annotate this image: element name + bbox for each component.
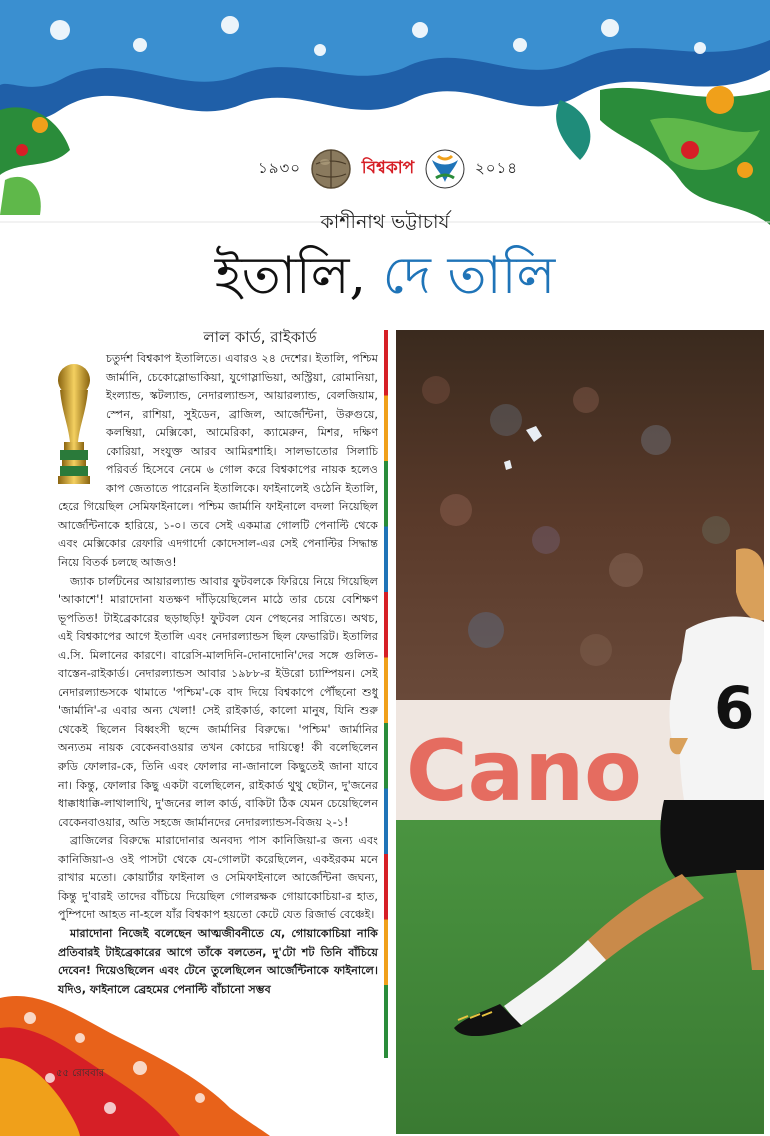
author-byline: কাশীনাথ ভট্টাচার্য <box>320 211 450 233</box>
footballer-photo-graphic <box>396 330 764 1134</box>
headline-part-1: ইতালি, <box>214 246 367 306</box>
article-paragraph-3: ব্রাজিলের বিরুদ্ধে মারাদোনার অনবদ্য পাস কানিজিয়া-র জন্য এবং কানিজিয়া-ও ওই পাসটা থেকে যে-গোলটা করেছিলেন, একইরকম মনে রাখার মতো। কোয়ার্টার ফাইনাল ও সেমিফাইনালে আর্জেন্টিনা জঘন্য, কিন্তু দু'বারই তাদের বাঁচিয়ে দিয়েছিল গোলরক্ষক গোয়াকোচিয়া-র হাত, পুম্পিদো আহত না-হলে যাঁর বিশ্বকাপ হয়তো কেটে যেত রিজার্ভ বেঞ্চেই। <box>58 834 378 922</box>
vintage-ball-icon <box>310 148 352 190</box>
article-paragraph-2: জ্যাক চার্লটনের আয়ারল্যান্ড আবার ফুটবলকে ফিরিয়ে নিয়ে গিয়েছিল 'আকাশে'! মারাদোনা যতক্ষণ দাঁড়িয়েছিলেন মাঠে তার চেয়ে বেশিক্ষণ ভূপতিত! টাইব্রেকারের ছড়াছড়ি! ফুটবল যেন পেছনের সারিতে। অথচ, এই বিশ্বকাপের আগে ইতালি এবং নেদারল্যান্ডস ছিল ফেভারিট। ইতালির এ.সি. মিলানের কারণে। বারেসি-মালদিনি-দোনাদোনি'দের সঙ্গে গুলিত-বাস্তেন-রাইকার্ড। নেদারল্যান্ডস আবার ১৯৮৮-র ইউরো চ্যাম্পিয়ন। সেই নেদারল্যান্ডসকে থামাতে 'পশ্চিম'-কে বাদ দিয়ে বিশ্বকাপে পৌঁছনো শুধু 'জার্মানি'-র এবার অন্য খেলা! সেই রাইকার্ড, কালো মানুষ, যিনি শুরু থেকেই ছিলেন বিধ্বংসী ছন্দে জার্মানির বিরুদ্ধে। 'পশ্চিম' জার্মানির অন্যতম নায়ক বেকেনবাওয়ার তখন কোচের দায়িত্বে! কী বলেছিলেন রুডি ফোলার-কে, তিনি এবং ফোলার না-জানালে কিছুতেই জানা যাবে না। কিন্তু, ফোলার কিছু একটা বলেছিলেন, রাইকার্ড থুথু ছেটান, দু'জনের ধাক্কাধাক্কি-লাথালাথি, দু'জনের লাল কার্ড, বাকিটা ঠিক যেমন চেয়েছিলেন বেকেনবাওয়ার, অতি সহজে জার্মানদের নেদারল্যান্ডস-বিজয় ২-১! <box>58 574 378 829</box>
headline <box>0 246 770 306</box>
series-title: বিশ্বকাপ <box>361 158 415 178</box>
page-number: ৫৫ রোববার <box>56 1068 105 1079</box>
article-paragraph-1: চতুর্দশ বিশ্বকাপ ইতালিতে। এবারও ২৪ দেশের। ইতালি, পশ্চিম জার্মানি, চেকোস্লোভাকিয়া, যুগোস্লাভিয়া, অস্ট্রিয়া, রোমানিয়া, ইংল্যান্ড, স্কটল্যান্ড, নেদারল্যান্ডস, আয়ারল্যান্ড, বেলজিয়াম, স্পেন, রাশিয়া, সুইডেন, ব্রাজিল, আর্জেন্টিনা, উরুগুয়ে, কলম্বিয়া, মেক্সিকো, আমেরিকা, ক্যামেরুন, মিশর, দক্ষিণ কোরিয়া, সংযুক্ত আরব আমিরশাহি। সালভাতোর সিলাচি পরিবর্ত হিসেবে নেমে ৬ গোল করে বিশ্বকাপের নায়ক হলেও কাপ জেতাতে পারেননি ইতালিকে। ফাইনালেই ওঠেনি ইতালি, হেরে গিয়েছিল সেমিফাইনালে। পশ্চিম জার্মানি ফাইনালে বদলা নিয়েছিল আর্জেন্টিনাকে হারিয়ে, ১-০। তবে সেই একমাত্র গোলটি পেনাল্টি থেকে এবং মেক্সিকোর রেফারি এদগার্দো কোদেসাল-এর সেই পেনাল্টির সিদ্ধান্ত নিয়ে বিতর্ক চলছে আজও! <box>58 352 378 570</box>
brazuca-ball-icon <box>424 148 466 190</box>
footer-decoration <box>0 988 270 1136</box>
jersey-number: 6 <box>714 674 755 742</box>
headline-part-2: দে তালি <box>366 246 556 306</box>
world-cup-strip <box>258 146 518 192</box>
color-divider <box>384 330 388 1058</box>
section-title: লাল কার্ড, রাইকার্ড <box>203 328 317 346</box>
year-start: ১৯৩০ <box>258 158 301 177</box>
match-photo <box>396 330 764 1134</box>
floral-footer-graphic <box>0 988 270 1136</box>
world-cup-trophy-icon <box>50 362 98 488</box>
year-end: ২০১৪ <box>475 158 518 177</box>
advertising-board-text: Cano <box>406 722 642 820</box>
article-body <box>58 350 378 999</box>
article-paragraph-4: মারাদোনা নিজেই বলেছেন আত্মজীবনীতে যে, গোয়াকোচিয়া নাকি প্রতিবারই টাইব্রেকারের আগে তাঁকে বলতেন, দু'টো শট তিনি বাঁচিয়ে দেবেন! দিয়েওছিলেন এবং টেনে তুলেছিলেন আর্জেন্টিনাকে ফাইনালে। যদিও, ফাইনালে ব্রেহমের পেনাল্টি বাঁচানো সম্ভব <box>58 926 378 996</box>
